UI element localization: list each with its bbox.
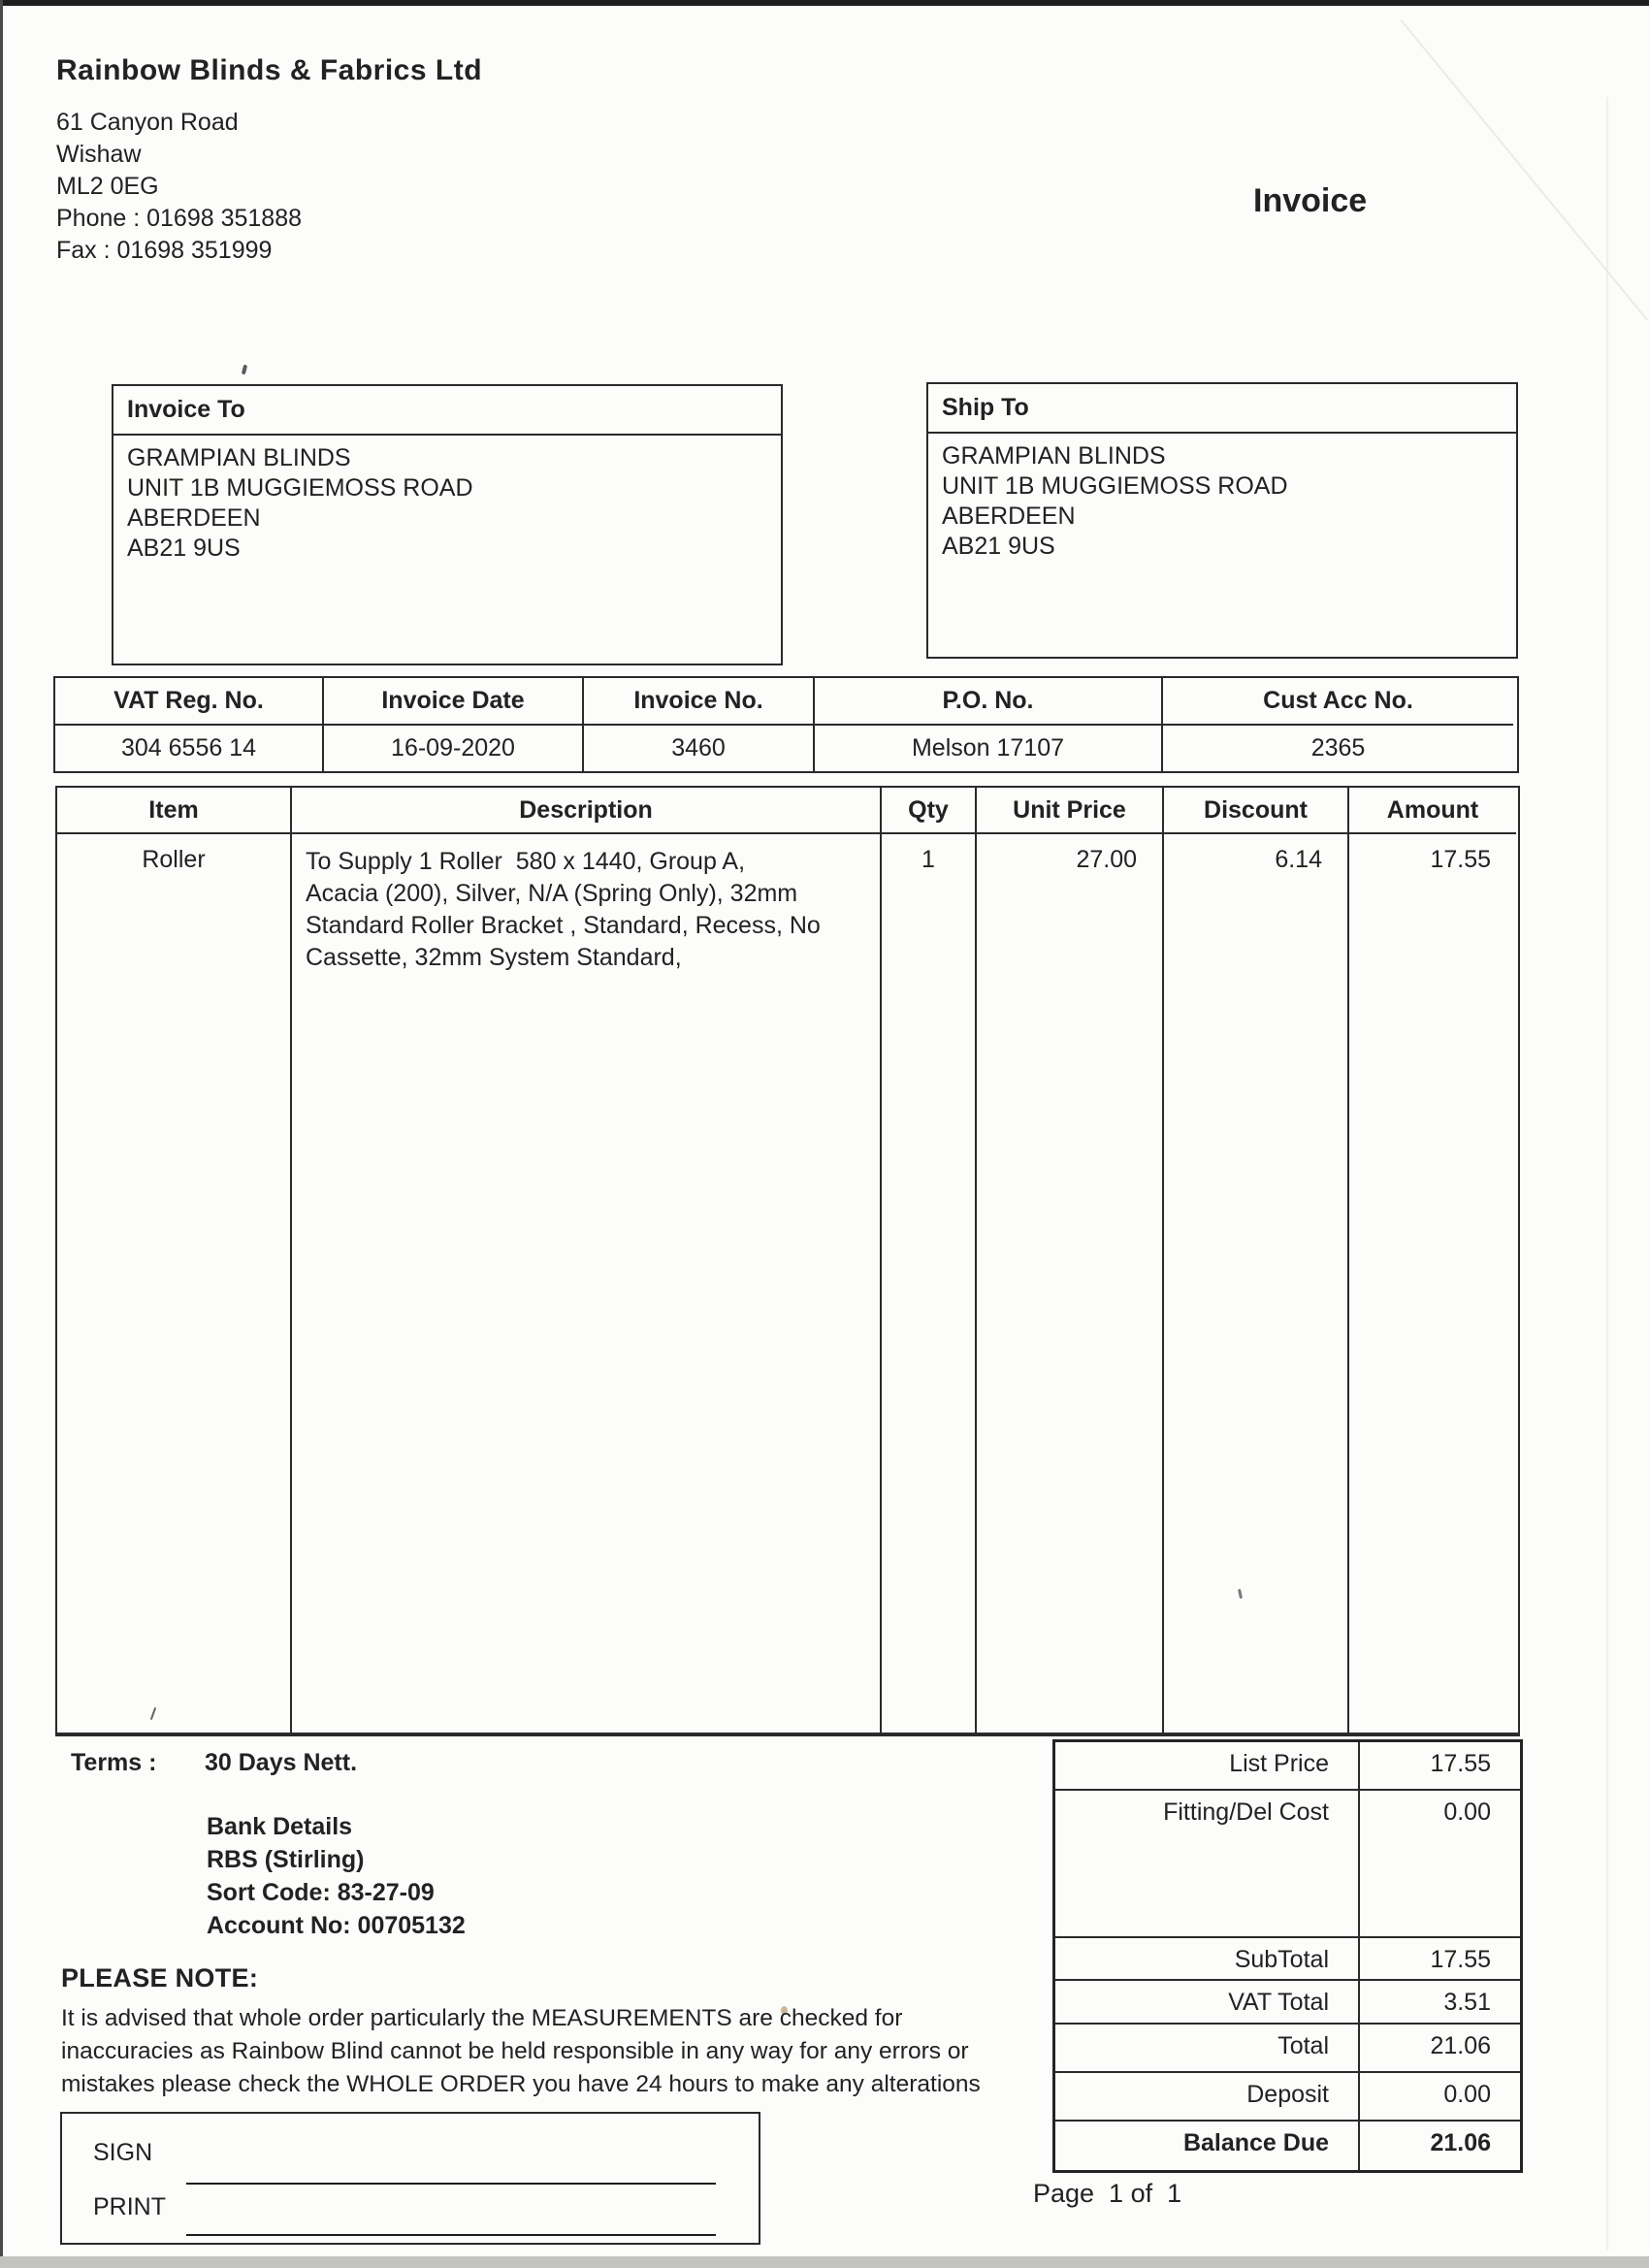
note-paragraph [61, 2002, 1060, 2101]
scan-diagonal-artifact [1400, 19, 1647, 320]
signature-box [60, 2112, 760, 2245]
invoice-to-line: ABERDEEN [127, 504, 261, 532]
description-line: Cassette, 32mm System Standard, [306, 944, 682, 971]
page-number: Page 1 of 1 [1033, 2179, 1182, 2208]
print-line[interactable] [186, 2234, 716, 2236]
items-header-row [57, 788, 1518, 834]
sign-line[interactable] [186, 2183, 716, 2185]
bank-name: RBS (Stirling) [207, 1846, 365, 1873]
item-cell-qty: 1 [882, 834, 977, 1733]
company-fax: Fax : 01698 351999 [56, 237, 273, 264]
company-address [56, 107, 302, 267]
company-address-line: 61 Canyon Road [56, 109, 239, 136]
totals-label: Deposit [1055, 2073, 1360, 2120]
items-header-qty: Qty [882, 788, 977, 834]
totals-row-total [1055, 2025, 1520, 2073]
note-line: inaccuracies as Rainbow Blind cannot be held responsible in any way for any errors or [61, 2038, 969, 2064]
item-cell-amount: 17.55 [1430, 846, 1491, 873]
meta-value-cust-acc-no: 2365 [1310, 734, 1366, 761]
note-line: It is advised that whole order particularly the MEASUREMENTS are checked for [61, 2005, 903, 2031]
meta-value-row [55, 726, 1517, 771]
meta-value-po-no: Melson 17107 [815, 726, 1163, 771]
item-cell-unit-price: 27.00 [977, 834, 1164, 1733]
scan-edge-bottom [0, 2256, 1649, 2268]
table-row [57, 834, 1518, 1733]
description-line: To Supply 1 Roller 580 x 1440, Group A, [306, 848, 746, 875]
totals-label: SubTotal [1055, 1938, 1360, 1979]
meta-header-vat-reg-no: VAT Reg. No. [55, 678, 324, 726]
invoice-to-line: GRAMPIAN BLINDS [127, 444, 351, 471]
scan-speck [242, 365, 247, 375]
meta-value-invoice-no: 3460 [584, 726, 815, 771]
ship-to-line: GRAMPIAN BLINDS [942, 442, 1166, 470]
totals-row-balance-due [1055, 2122, 1520, 2170]
items-header-discount: Discount [1164, 788, 1349, 834]
ship-to-box [926, 382, 1518, 659]
totals-label: Balance Due [1055, 2122, 1360, 2170]
invoice-to-line: UNIT 1B MUGGIEMOSS ROAD [127, 474, 473, 502]
scan-edge-left [0, 0, 3, 2268]
meta-header-invoice-no: Invoice No. [584, 678, 815, 726]
document-title: Invoice [1253, 182, 1368, 219]
totals-label: List Price [1055, 1742, 1360, 1789]
invoice-to-label: Invoice To [113, 386, 781, 436]
note-heading: PLEASE NOTE: [61, 1963, 259, 1993]
meta-header-row [55, 678, 1517, 726]
totals-label: Fitting/Del Cost [1055, 1791, 1360, 1936]
item-cell-item: Roller [57, 834, 292, 1733]
totals-row-fitting-del-cost [1055, 1791, 1520, 1938]
company-address-line: Wishaw [56, 141, 142, 168]
sign-label: SIGN [93, 2139, 153, 2166]
totals-value: 3.51 [1443, 1989, 1491, 2016]
ship-to-label: Ship To [928, 384, 1516, 434]
totals-row-deposit [1055, 2073, 1520, 2122]
totals-row-vat-total [1055, 1981, 1520, 2025]
invoice-to-address [113, 436, 781, 564]
note-line: mistakes please check the WHOLE ORDER you have 24 hours to make any alterations [61, 2071, 981, 2097]
ship-to-address [928, 434, 1516, 562]
totals-row-subtotal [1055, 1938, 1520, 1981]
totals-value: 21.06 [1430, 2129, 1491, 2156]
meta-header-cust-acc-no: Cust Acc No. [1163, 678, 1513, 726]
line-items-table [55, 786, 1520, 1736]
items-header-description: Description [292, 788, 882, 834]
description-line: Standard Roller Bracket , Standard, Recess, No [306, 912, 821, 939]
invoice-meta-table [53, 676, 1519, 773]
terms-label: Terms : [71, 1749, 157, 1776]
invoice-to-box [112, 384, 783, 665]
description-line: Acacia (200), Silver, N/A (Spring Only), 32mm [306, 880, 798, 907]
meta-value-vat-reg-no: 304 6556 14 [55, 726, 324, 771]
meta-header-po-no: P.O. No. [815, 678, 1163, 726]
totals-value: 17.55 [1430, 1750, 1491, 1777]
bank-details [207, 1810, 466, 1942]
terms-value: 30 Days Nett. [205, 1749, 358, 1776]
company-name: Rainbow Blinds & Fabrics Ltd [56, 54, 483, 86]
totals-label: Total [1055, 2025, 1360, 2071]
items-header-item: Item [57, 788, 292, 834]
company-phone: Phone : 01698 351888 [56, 205, 303, 232]
totals-row-list-price [1055, 1742, 1520, 1791]
meta-value-invoice-date: 16-09-2020 [324, 726, 584, 771]
totals-label: VAT Total [1055, 1981, 1360, 2023]
item-cell-description [292, 834, 882, 1733]
scan-edge-top [0, 0, 1649, 6]
scan-fold-line [1606, 97, 1608, 2251]
bank-details-heading: Bank Details [207, 1813, 353, 1840]
bank-sort-code: Sort Code: 83-27-09 [207, 1879, 435, 1906]
totals-value: 21.06 [1430, 2032, 1491, 2059]
ship-to-line: ABERDEEN [942, 502, 1076, 530]
item-cell-discount: 6.14 [1164, 834, 1349, 1733]
ship-to-line: UNIT 1B MUGGIEMOSS ROAD [942, 472, 1288, 500]
meta-header-invoice-date: Invoice Date [324, 678, 584, 726]
invoice-to-line: AB21 9US [127, 535, 241, 562]
totals-value: 17.55 [1430, 1946, 1491, 1973]
totals-table [1052, 1739, 1523, 2173]
print-label: PRINT [93, 2193, 166, 2220]
items-header-unit-price: Unit Price [977, 788, 1164, 834]
totals-value: 0.00 [1443, 1798, 1491, 1826]
ship-to-line: AB21 9US [942, 533, 1055, 560]
totals-value: 0.00 [1443, 2081, 1491, 2108]
company-address-line: ML2 0EG [56, 173, 159, 200]
bank-account-no: Account No: 00705132 [207, 1912, 466, 1939]
items-header-amount: Amount [1349, 788, 1516, 834]
